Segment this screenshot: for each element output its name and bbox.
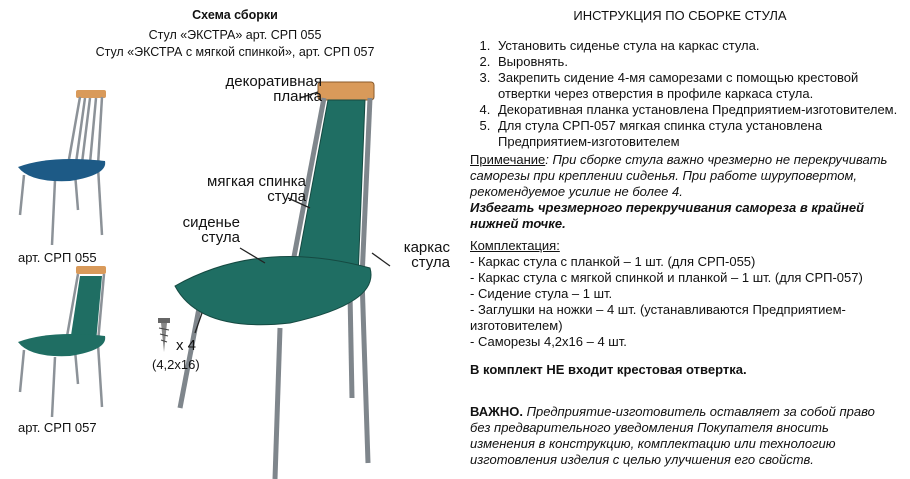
instructions-title: ИНСТРУКЦИЯ ПО СБОРКЕ СТУЛА bbox=[573, 8, 787, 23]
callout-back: мягкая спинка стула bbox=[207, 173, 306, 205]
kit-section bbox=[470, 238, 910, 350]
main-chair-image bbox=[140, 78, 460, 479]
screw-icon bbox=[156, 318, 172, 354]
kit-item: - Каркас стула с мягкой спинкой и планкой – 1 шт. (для СРП-057) bbox=[470, 270, 863, 285]
kit-item: - Сидение стула – 1 шт. bbox=[470, 286, 613, 301]
callout-plank: декоративная планка bbox=[225, 73, 322, 105]
chair-057-image bbox=[10, 262, 120, 422]
steps-list bbox=[470, 38, 910, 150]
note bbox=[470, 152, 900, 232]
chair-055-image bbox=[10, 85, 120, 250]
chair-057-heading: Стул «ЭКСТРА с мягкой спинкой», арт. СРП 057 bbox=[95, 45, 375, 59]
important: ВАЖНО. Предприятие-изготовитель оставляет за собой право без предварительного уведомления Покупателя вносить изменения в конструкцию, комплектацию или технологию изготовления изделия с целью улучшения его свойств. bbox=[470, 404, 875, 467]
step: 4. Декоративная планка установлена Предприятием-изготовителем. bbox=[494, 102, 910, 118]
kit-item: - Каркас стула с планкой – 1 шт. (для СРП-055) bbox=[470, 254, 756, 269]
note-label: Примечание bbox=[470, 152, 546, 167]
chair-055-heading: Стул «ЭКСТРА» арт. СРП 055 bbox=[148, 28, 322, 42]
kit-label: Комплектация: bbox=[470, 238, 560, 253]
screw-count: x 4 bbox=[176, 337, 197, 354]
schema-title: Схема сборки bbox=[192, 8, 278, 22]
step: 2. Выровнять. bbox=[494, 54, 910, 70]
kit-item: - Заглушки на ножки – 4 шт. (устанавливаются Предприятием-изготовителем) bbox=[470, 302, 846, 333]
step: 1. Установить сиденье стула на каркас стула. bbox=[494, 38, 910, 54]
note-text: : При сборке стула важно чрезмерно не перекручивать саморезы при креплении сиденья. При работе шуруповертом, рекомендуемое усилие не более 4. bbox=[470, 152, 888, 199]
chair-057-label: арт. СРП 057 bbox=[18, 420, 97, 435]
step: 3. Закрепить сидение 4-мя саморезами с помощью крестовой отвертки через отверстия в профиле каркаса стула. bbox=[494, 70, 910, 102]
kit-item: - Саморезы 4,2х16 – 4 шт. bbox=[470, 334, 627, 349]
chair-055-label: арт. СРП 055 bbox=[18, 250, 97, 265]
note-warning: Избегать чрезмерного перекручивания самореза в крайней нижней точке. bbox=[470, 200, 865, 231]
screw-size: (4,2x16) bbox=[152, 357, 200, 372]
callout-frame: каркас стула bbox=[403, 239, 450, 271]
step: 5. Для стула СРП-057 мягкая спинка стула установлена Предприятием-изготовителем bbox=[494, 118, 910, 150]
callout-seat: сиденье стула bbox=[182, 214, 240, 246]
not-included: В комплект НЕ входит крестовая отвертка. bbox=[470, 362, 747, 377]
